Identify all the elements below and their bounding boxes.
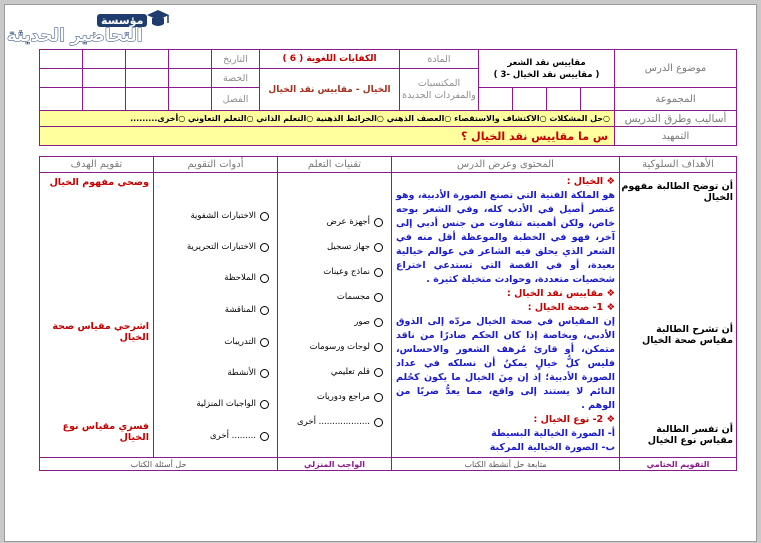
tech-item: أخرى ................... (297, 417, 383, 427)
group-label: المجموعة (615, 88, 737, 111)
objective-item: أن تشرح الطالبة مقياس صحة الخيال (641, 324, 733, 346)
radio-circle-icon[interactable] (374, 418, 383, 427)
radio-circle-icon[interactable] (260, 432, 269, 441)
homework-value: حل أسئلة الكتاب (40, 458, 278, 471)
radio-circle-icon[interactable] (374, 368, 383, 377)
lesson-content (392, 173, 619, 457)
homework-label: الواجب المنزلي (278, 458, 392, 471)
evaluation-item: فسري مقياس نوع الخيال (62, 421, 149, 443)
intro-question: س ما مقاييس نقد الخيال ؟ (40, 127, 615, 146)
radio-circle-icon[interactable] (374, 268, 383, 277)
logo-line-2: التحاضير الحديثة (7, 26, 143, 46)
intro-label: التمهيد (615, 127, 737, 146)
radio-circle-icon[interactable] (374, 318, 383, 327)
objectives-column (620, 173, 737, 458)
content-subitem: ب- الصورة الخيالية المركبة (489, 442, 615, 453)
lesson-topic-label: موضوع الدرس (615, 50, 737, 88)
tech-item: لوحات ورسومات (310, 342, 383, 352)
logo-line-1: مؤسسة (97, 14, 147, 27)
class-label: الفصل (212, 88, 260, 111)
teaching-methods: ○حل المشكلات ○الاكتشاف والاستقصاء ○العصف الذهني ○الخرائط الذهنية ○التعلم الذاتي ○التعلم التعاوني ○أخرى......... (40, 111, 615, 127)
tech-column-header: تقنيات التعلم (278, 157, 392, 173)
tech-item: قلم تعليمي (331, 367, 383, 377)
tech-item: مراجع ودوريات (317, 392, 383, 402)
document-page (4, 4, 757, 542)
radio-circle-icon[interactable] (374, 393, 383, 402)
eval-column-header: تقويم الهدف (40, 157, 154, 173)
graduation-cap-icon (145, 7, 171, 31)
evaluation-column (40, 173, 154, 458)
period-label: الحصة (212, 69, 260, 88)
objective-item: أن توضح الطالبة مفهوم الخيال (621, 181, 733, 203)
subject-value: الكفايات اللغوية ( 6 ) (260, 50, 400, 69)
header-table (39, 49, 737, 146)
radio-circle-icon[interactable] (260, 212, 269, 221)
radio-circle-icon[interactable] (260, 306, 269, 315)
tools-column (154, 173, 278, 458)
date-label: التاريخ (212, 50, 260, 69)
tech-item: صور (354, 317, 383, 327)
radio-circle-icon[interactable] (260, 369, 269, 378)
radio-circle-icon[interactable] (260, 274, 269, 283)
tools-column-header: أدوات التقويم (154, 157, 278, 173)
tech-column (278, 173, 392, 458)
objective-item: أن تفسر الطالبة مقياس نوع الخيال (647, 424, 733, 446)
evaluation-item: اشرحي مقياس صحة الخيال (52, 321, 149, 343)
final-evaluation-value: متابعة حل أنشطة الكتاب (392, 458, 620, 471)
tech-item: جهاز تسجيل (327, 242, 383, 252)
tool-item: أخرى ......... (210, 431, 269, 441)
final-evaluation-label: التقويم الختامي (620, 458, 737, 471)
tool-item: الواجبات المنزلية (196, 399, 269, 409)
tech-item: نماذج وعينات (323, 267, 383, 277)
radio-circle-icon[interactable] (374, 243, 383, 252)
tool-item: الاختبارات الشفوية (190, 211, 269, 221)
evaluation-item: وضحي مفهوم الخيال (49, 177, 149, 188)
tech-item: أجهزة عرض (327, 217, 383, 227)
tool-item: الأنشطة (227, 368, 269, 378)
content-subitem: أ- الصورة الخيالية البسيطة (491, 428, 615, 439)
tool-item: التدريبات (224, 337, 269, 347)
content-heading: ❖ مقاييس نقد الخيال : (507, 288, 615, 299)
radio-circle-icon[interactable] (260, 400, 269, 409)
radio-circle-icon[interactable] (374, 343, 383, 352)
acquisitions-value: الخيال - مقاييس نقد الخيال (260, 69, 400, 111)
content-heading: ❖ 1- صحة الخيال : (527, 302, 615, 313)
tech-item: مجسمات (337, 292, 383, 302)
radio-circle-icon[interactable] (260, 243, 269, 252)
lesson-topic-value: مقاييس نقد الشعر ( 3- مقاييس نقد الخيال ) (479, 50, 615, 88)
acquisitions-label: المكتسبات والمفردات الجديدة (400, 69, 479, 111)
content-paragraph: إن المقياس في صحة الخيال مردّه إلى الذوق الأدبي، وبخاصة إذا كان الحكم صادرًا من ناقد متمكن، أو قارئ مُرهف الشعور والاحساس، فليس كلُّ خيالٍ يمكنُ أن نسلكه في عداد الصورة الأدبية؛ إذ إن مِنَ الخيال ما يكون كحُلم النائم لا يستند إلى واقع، مما يعدُّ ضربًا من الوهم . (396, 316, 615, 411)
content-column (392, 173, 620, 458)
content-column-header: المحتوى وعرض الدرس (392, 157, 620, 173)
radio-circle-icon[interactable] (374, 293, 383, 302)
subject-label: المادة (400, 50, 479, 69)
content-paragraph: هو الملكة الفنية التي تصنع الصورة الأدبية، وهو عنصر أصيل في الأدب كله، وفي الشعر بوجه خاص، ولكن أهميته تتفاوت من جنس أدبي إلى آخر، فهو في الخطبة والموعظة أقل منه في الشعر الذي يحلق فيه الشاعر في عوالم خيالية بعيدة، أو في القصة التي تستدعي اختراع شخصيات متعددة، وحوادث متخيلة كثيرة . (396, 190, 615, 285)
teaching-methods-label: أساليب وطرق التدريس (615, 111, 737, 127)
brand-logo (5, 5, 185, 49)
tool-item: الاختبارات التحريرية (187, 242, 269, 252)
content-heading: ❖ الخيال : (566, 176, 615, 187)
lesson-table (39, 156, 737, 471)
tool-item: الملاحظة (224, 273, 269, 283)
radio-circle-icon[interactable] (374, 218, 383, 227)
radio-circle-icon[interactable] (260, 338, 269, 347)
content-heading: ❖ 2- نوع الخيال : (533, 414, 615, 425)
objectives-column-header: الأهداف السلوكية (620, 157, 737, 173)
tool-item: المناقشة (225, 305, 269, 315)
